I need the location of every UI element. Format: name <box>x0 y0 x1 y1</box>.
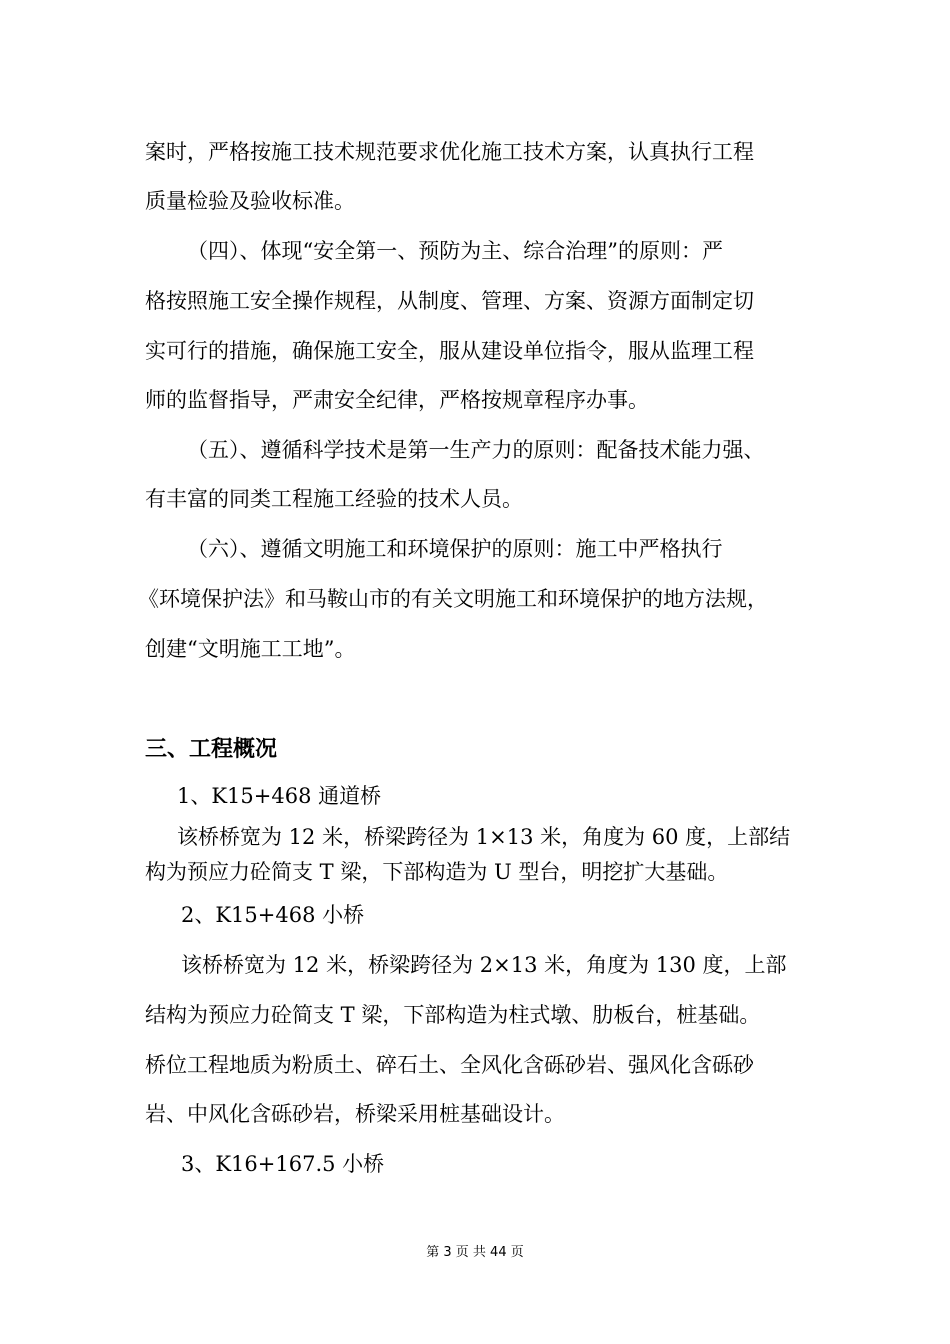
principle-four-line-1: （四）、体现“安全第一、预防为主、综合治理”的原则：严 <box>187 239 723 263</box>
principle-four-line-2: 格按照施工安全操作规程，从制度、管理、方案、资源方面制定切 <box>145 289 754 313</box>
principle-six-line-1: （六）、遵循文明施工和环境保护的原则：施工中严格执行 <box>187 537 723 561</box>
body-line-2: 质量检验及验收标准。 <box>145 189 355 213</box>
bridge-2-desc-line-2: 结构为预应力砼简支 T 梁，下部构造为柱式墩、肋板台，桩基础。 <box>145 1003 761 1027</box>
principle-four-line-4: 师的监督指导，严肃安全纪律，严格按规章程序办事。 <box>145 388 649 412</box>
section-heading: 三、工程概况 <box>145 737 278 762</box>
page-number-footer: 第 3 页 共 44 页 <box>426 1245 524 1260</box>
principle-five-line-1: （五）、遵循科学技术是第一生产力的原则：配备技术能力强、 <box>187 438 765 462</box>
bridge-1-desc-line-2: 构为预应力砼简支 T 梁，下部构造为 U 型台，明挖扩大基础。 <box>145 860 729 884</box>
principle-five-line-2: 有丰富的同类工程施工经验的技术人员。 <box>145 487 523 511</box>
bridge-1-title: 1、K15+468 通道桥 <box>177 784 382 808</box>
bridge-2-desc-line-4: 岩、中风化含砾砂岩，桥梁采用桩基础设计。 <box>145 1102 565 1126</box>
principle-six-line-3: 创建“文明施工工地”。 <box>145 637 356 661</box>
bridge-2-title: 2、K15+468 小桥 <box>181 903 365 927</box>
principle-four-line-3: 实可行的措施，确保施工安全，服从建设单位指令，服从监理工程 <box>145 339 754 363</box>
principle-six-line-2: 《环境保护法》和马鞍山市的有关文明施工和环境保护的地方法规， <box>138 587 768 611</box>
bridge-3-title: 3、K16+167.5 小桥 <box>181 1152 385 1176</box>
bridge-2-desc-line-1: 该桥桥宽为 12 米，桥梁跨径为 2×13 米，角度为 130 度，上部 <box>181 953 787 977</box>
body-line-1: 案时，严格按施工技术规范要求优化施工技术方案，认真执行工程 <box>145 140 754 164</box>
bridge-1-desc-line-1: 该桥桥宽为 12 米，桥梁跨径为 1×13 米，角度为 60 度，上部结 <box>177 825 791 849</box>
bridge-2-desc-line-3: 桥位工程地质为粉质土、碎石土、全风化含砾砂岩、强风化含砾砂 <box>145 1053 754 1077</box>
